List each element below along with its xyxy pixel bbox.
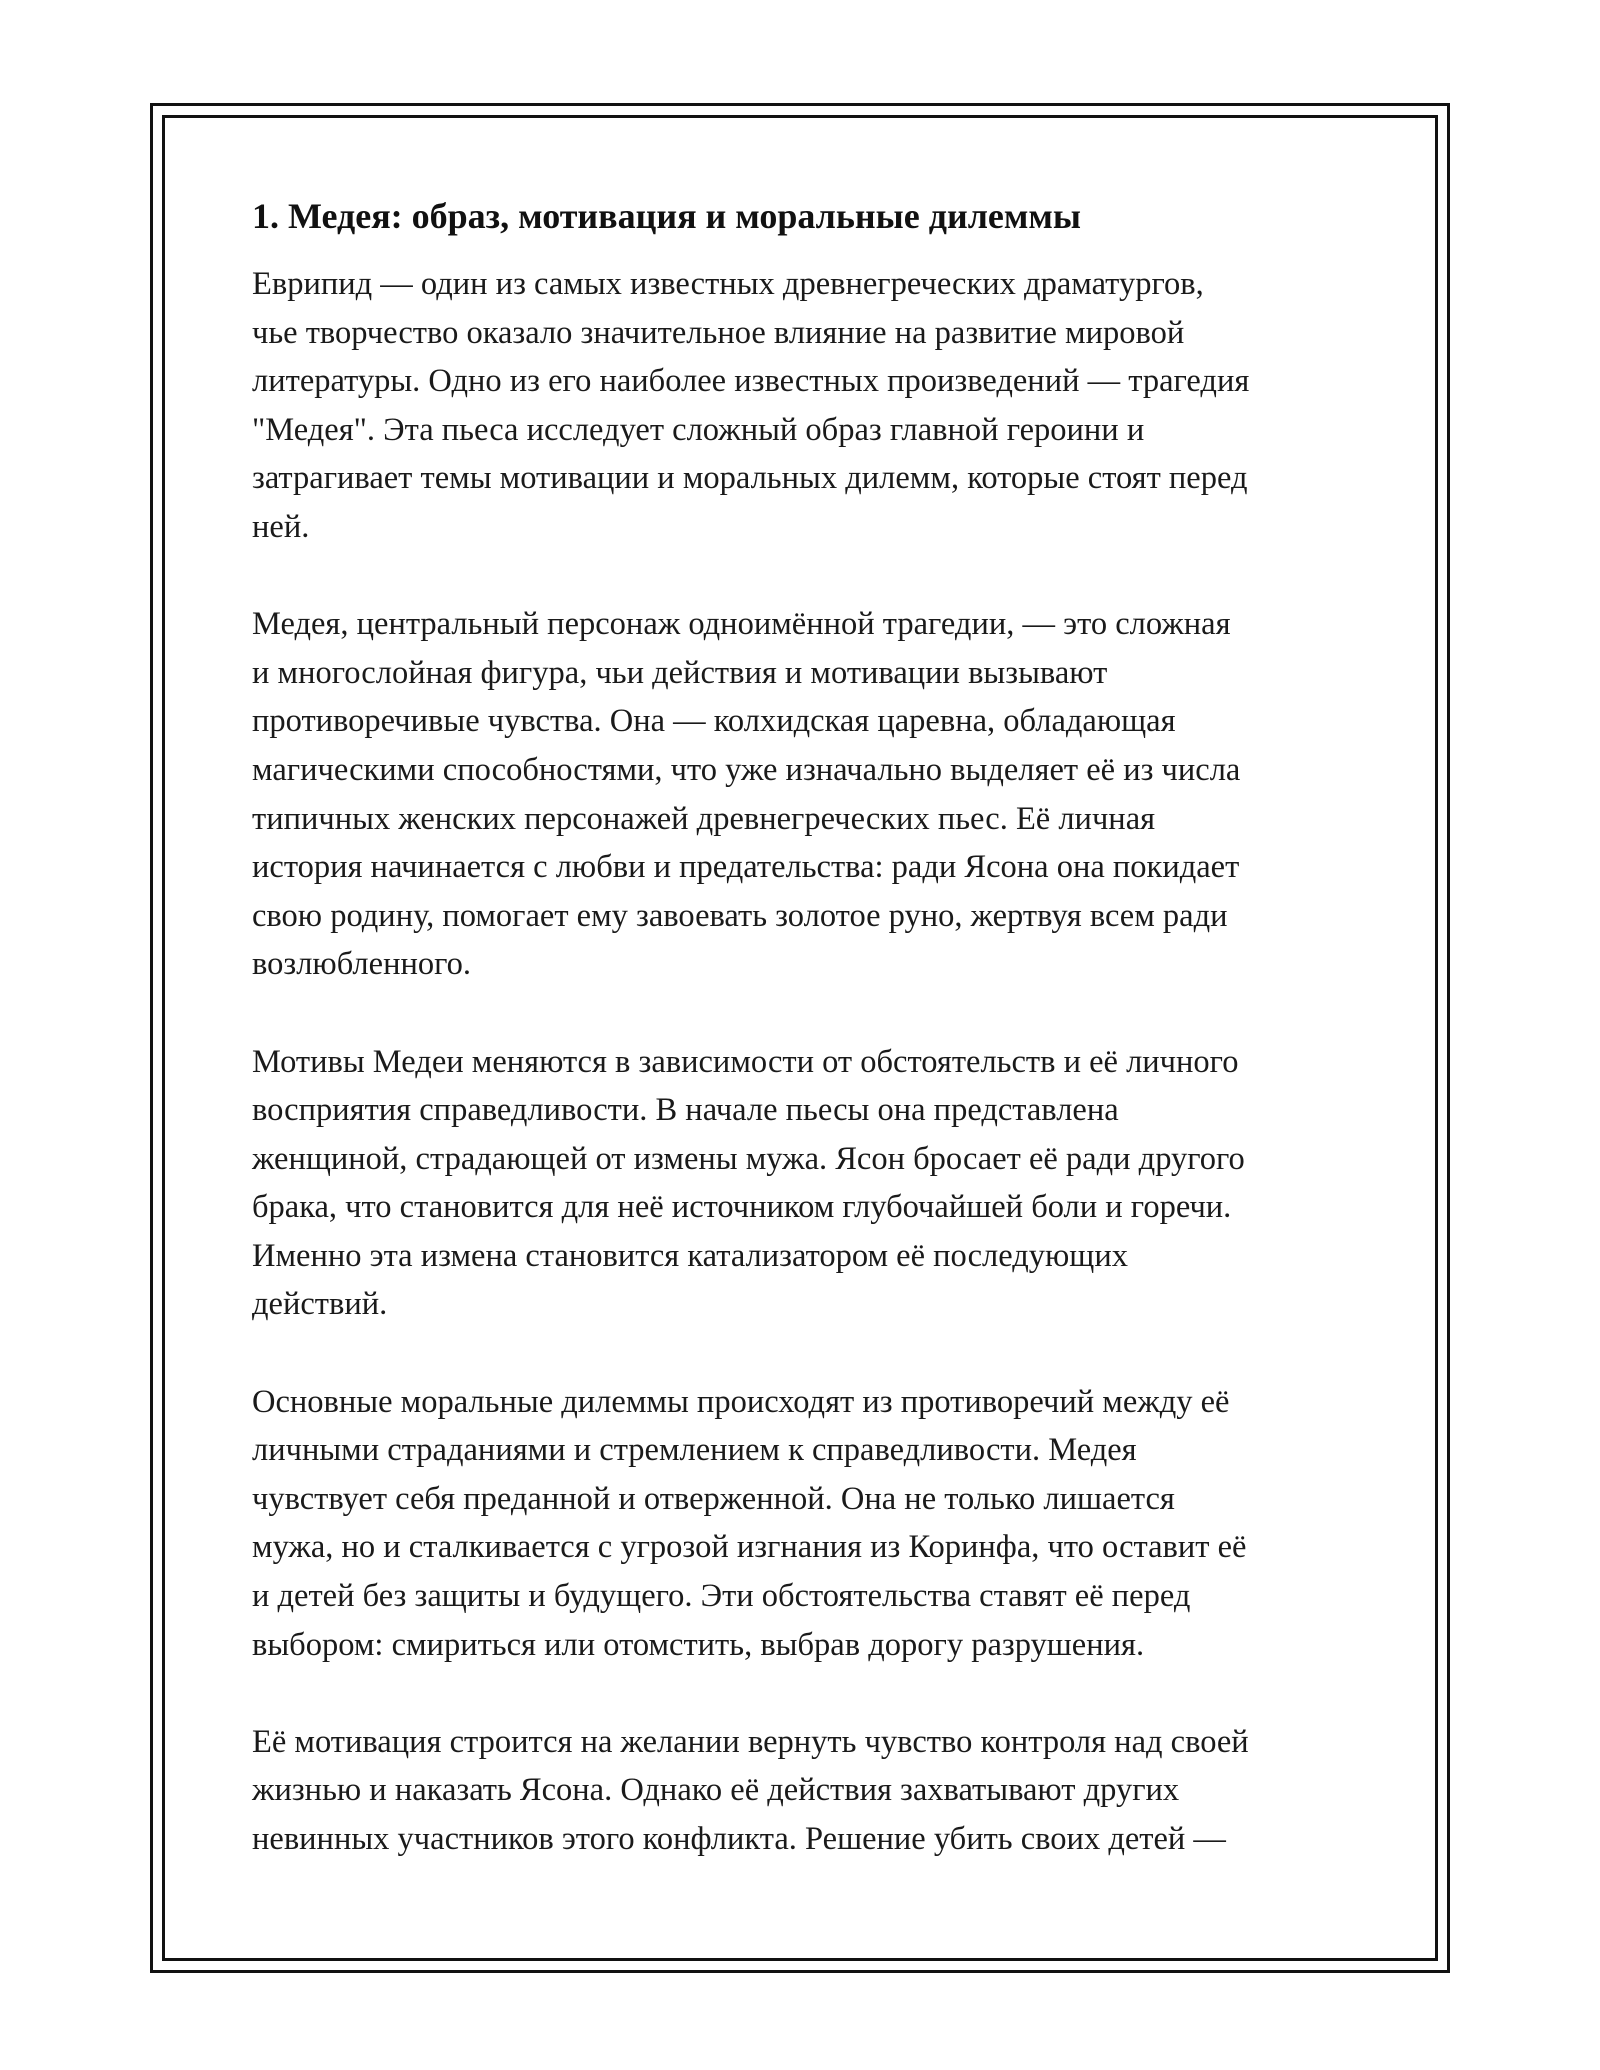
text-line: действий. [252,1286,388,1323]
text-line: литературы. Одно из его наиболее известных произведений — трагедия [252,363,1250,400]
section-heading: 1. Медея: образ, мотивация и моральные дилеммы [252,196,1082,236]
text-line: Медея, центральный персонаж одноимённой трагедии, — это сложная [252,606,1231,643]
text-line: Еврипид — один из самых известных древнегреческих драматургов, [252,266,1204,302]
text-line: жизнью и наказать Ясона. Однако её действия захватывают других [252,1772,1180,1809]
text-line: затрагивает темы мотивации и моральных дилемм, которые стоят перед [252,460,1248,497]
text-line: типичных женских персонажей древнегреческих пьес. Её личная [252,800,1156,837]
text-line: выбором: смириться или отомстить, выбрав дорогу разрушения. [252,1626,1145,1663]
paragraph-4 [252,1378,1382,1670]
text-line: чье творчество оказало значительное влияние на развитие мировой [252,314,1185,351]
paragraph-3 [252,1038,1382,1330]
paragraph-2 [252,600,1382,989]
page-border-inner [162,115,1438,1961]
paragraph-1 [252,260,1382,552]
text-line: Именно эта измена становится катализатором её последующих [252,1237,1128,1274]
document-body [252,192,1382,1912]
text-line: история начинается с любви и предательства: ради Ясона она покидает [252,849,1240,886]
text-line: Мотивы Медеи меняются в зависимости от обстоятельств и её личного [252,1043,1239,1080]
text-line: и детей без защиты и будущего. Эти обстоятельства ставят её перед [252,1578,1191,1615]
text-line: возлюбленного. [252,946,472,983]
text-line: "Медея". Эта пьеса исследует сложный образ главной героини и [252,411,1145,448]
paragraph-5 [252,1718,1382,1864]
text-line: магическими способностями, что уже изначально выделяет её из числа [252,751,1241,788]
text-line: невинных участников этого конфликта. Решение убить своих детей — [252,1821,1226,1857]
text-line: женщиной, страдающей от измены мужа. Ясон бросает её ради другого [252,1140,1245,1177]
text-line: противоречивые чувства. Она — колхидская царевна, обладающая [252,703,1176,740]
text-line: Основные моральные дилеммы происходят из противоречий между её [252,1383,1230,1420]
text-line: восприятия справедливости. В начале пьесы она представлена [252,1092,1119,1129]
text-line: личными страданиями и стремлением к справедливости. Медея [252,1432,1137,1469]
page-border-outer [150,103,1450,1973]
text-line: свою родину, помогает ему завоевать золотое руно, жертвуя всем ради [252,897,1228,934]
text-line: и многослойная фигура, чьи действия и мотивации вызывают [252,654,1108,691]
text-line: чувствует себя преданной и отверженной. Она не только лишается [252,1480,1175,1517]
text-line: брака, что становится для неё источником глубочайшей боли и горечи. [252,1189,1232,1226]
text-line: Её мотивация строится на желании вернуть чувство контроля над своей [252,1723,1249,1760]
text-line: ней. [252,508,310,545]
text-line: мужа, но и сталкивается с угрозой изгнания из Коринфа, что оставит её [252,1529,1247,1566]
